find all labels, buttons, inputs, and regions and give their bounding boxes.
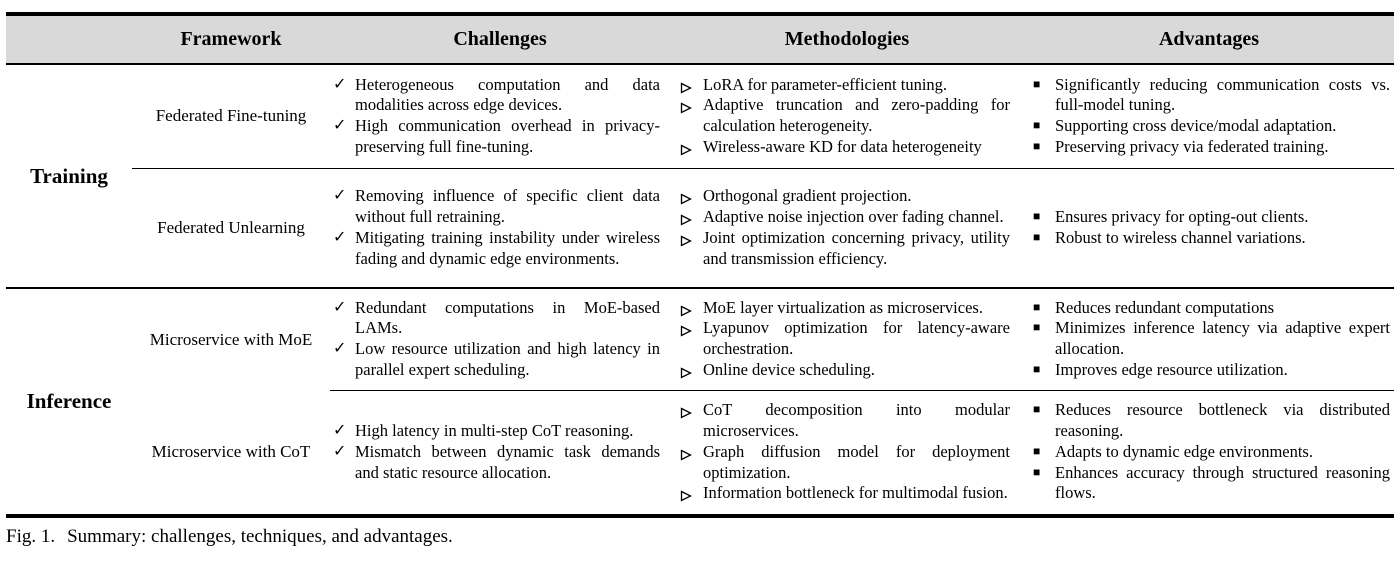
challenge-text: Redundant computations in MoE-based LAMs. — [355, 297, 660, 338]
list-item — [680, 228, 1010, 270]
methodologies-list — [680, 298, 1010, 381]
challenge-text: Removing influence of specific client data without full retraining. — [355, 186, 660, 226]
square-bullet-icon: ■ — [1033, 464, 1041, 479]
methodology-text: LoRA for parameter-efficient tuning. — [703, 74, 948, 94]
table-row — [6, 390, 1394, 516]
list-item — [680, 318, 1010, 360]
arrowhead-icon — [680, 141, 692, 162]
challenge-text: High communication overhead in privacy-preserving full fine-tuning. — [355, 116, 660, 157]
header-challenges: Challenges — [330, 14, 670, 64]
list-item — [680, 75, 1010, 96]
advantage-text: Minimizes inference latency via adaptive expert allocation. — [1055, 318, 1390, 359]
square-bullet-icon: ■ — [1033, 208, 1041, 223]
check-icon: ✓ — [333, 75, 347, 93]
header-row — [6, 14, 1394, 64]
square-bullet-icon: ■ — [1033, 139, 1041, 154]
list-item — [1032, 116, 1390, 137]
methodology-text: Adaptive truncation and zero-padding for calculation heterogeneity. — [703, 95, 1010, 136]
challenges-list — [332, 298, 660, 381]
list-item — [1032, 298, 1390, 319]
check-icon: ✓ — [333, 340, 347, 358]
challenge-text: Low resource utilization and high latency in parallel expert scheduling. — [355, 339, 660, 380]
figure-caption-text: Summary: challenges, techniques, and advantages. — [67, 526, 453, 547]
check-icon: ✓ — [333, 187, 347, 205]
check-icon: ✓ — [333, 228, 347, 246]
advantages-cell — [1024, 288, 1394, 390]
advantage-text: Significantly reducing communication costs vs. full-model tuning. — [1055, 74, 1390, 115]
challenges-cell — [330, 390, 670, 516]
challenge-text: High latency in multi-step CoT reasoning. — [355, 421, 634, 441]
advantages-list — [1032, 298, 1390, 381]
list-item — [680, 95, 1010, 137]
advantages-cell — [1024, 390, 1394, 516]
methodology-text: Adaptive noise injection over fading channel. — [703, 206, 1004, 226]
list-item — [680, 137, 1010, 158]
square-bullet-icon: ■ — [1033, 118, 1041, 133]
methodologies-cell — [670, 288, 1024, 390]
framework-cell: Microservice with MoE — [132, 288, 330, 390]
figure-caption — [6, 526, 1394, 548]
square-bullet-icon: ■ — [1033, 443, 1041, 458]
list-item — [332, 339, 660, 381]
methodology-text: Joint optimization concerning privacy, utility and transmission efficiency. — [703, 227, 1010, 268]
framework-cell: Federated Fine-tuning — [155, 106, 307, 126]
advantage-text: Enhances accuracy through structured reasoning flows. — [1055, 462, 1390, 503]
list-item — [332, 298, 660, 340]
list-item — [680, 360, 1010, 381]
list-item — [680, 400, 1010, 442]
square-bullet-icon: ■ — [1033, 362, 1041, 377]
header-methodologies: Methodologies — [670, 14, 1024, 64]
arrowhead-icon — [680, 322, 692, 343]
arrowhead-icon — [680, 446, 692, 467]
methodology-text: Online device scheduling. — [703, 360, 875, 380]
challenges-list — [332, 186, 660, 269]
header-advantages: Advantages — [1024, 14, 1394, 64]
section-label-training: Training — [30, 163, 108, 188]
methodology-text: Wireless-aware KD for data heterogeneity — [703, 137, 982, 157]
list-item — [1032, 228, 1390, 249]
methodologies-list — [680, 75, 1010, 158]
advantage-text: Supporting cross device/modal adaptation. — [1055, 116, 1337, 136]
methodology-text: MoE layer virtualization as microservices. — [703, 297, 983, 317]
advantage-text: Improves edge resource utilization. — [1055, 360, 1288, 380]
section-label-inference: Inference — [6, 288, 132, 516]
framework-cell: Federated Unlearning — [132, 168, 330, 288]
methodology-text: Lyapunov optimization for latency-aware orchestration. — [703, 318, 1010, 359]
check-icon: ✓ — [333, 117, 347, 135]
arrowhead-icon — [680, 232, 692, 253]
framework-cell: Microservice with CoT — [151, 442, 311, 461]
challenges-cell — [330, 64, 670, 168]
table-row — [6, 288, 1394, 390]
header-framework: Framework — [132, 14, 330, 64]
arrowhead-icon — [680, 487, 692, 508]
list-item — [332, 116, 660, 158]
advantage-text: Preserving privacy via federated training. — [1055, 137, 1329, 157]
summary-table — [6, 12, 1394, 518]
check-icon: ✓ — [333, 442, 347, 460]
list-item — [332, 228, 660, 270]
advantages-list — [1032, 400, 1390, 504]
advantage-text: Adapts to dynamic edge environments. — [1055, 441, 1313, 461]
check-icon: ✓ — [333, 298, 347, 316]
methodologies-list — [680, 400, 1010, 504]
advantages-cell — [1024, 64, 1394, 168]
advantage-text: Reduces redundant computations — [1055, 297, 1275, 317]
list-item — [332, 186, 660, 228]
table-row — [6, 168, 1394, 288]
challenge-text: Mismatch between dynamic task demands and static resource allocation. — [355, 441, 660, 482]
arrowhead-icon — [680, 404, 692, 425]
advantages-list — [1032, 207, 1390, 249]
methodologies-list — [680, 186, 1010, 269]
square-bullet-icon: ■ — [1033, 320, 1041, 335]
methodology-text: Information bottleneck for multimodal fusion. — [703, 483, 1008, 503]
header-empty — [6, 14, 132, 64]
list-item — [680, 298, 1010, 319]
challenge-text: Mitigating training instability under wireless fading and dynamic edge environments. — [355, 227, 660, 268]
methodology-text: Orthogonal gradient projection. — [703, 186, 912, 206]
list-item — [1032, 207, 1390, 228]
challenges-list — [332, 421, 660, 483]
list-item — [332, 421, 660, 442]
advantages-list — [1032, 75, 1390, 158]
challenge-text: Heterogeneous computation and data modalities across edge devices. — [355, 74, 660, 115]
list-item — [1032, 463, 1390, 505]
list-item — [332, 75, 660, 117]
list-item — [680, 483, 1010, 504]
arrowhead-icon — [680, 99, 692, 120]
table-row — [6, 64, 1394, 168]
challenges-cell — [330, 288, 670, 390]
list-item — [1032, 318, 1390, 360]
list-item — [1032, 75, 1390, 117]
list-item — [680, 442, 1010, 484]
square-bullet-icon: ■ — [1033, 402, 1041, 417]
advantage-text: Robust to wireless channel variations. — [1055, 227, 1306, 247]
methodologies-cell — [670, 64, 1024, 168]
methodology-text: Graph diffusion model for deployment optimization. — [703, 441, 1010, 482]
list-item — [1032, 360, 1390, 381]
square-bullet-icon: ■ — [1033, 229, 1041, 244]
square-bullet-icon: ■ — [1033, 76, 1041, 91]
advantage-text: Reduces resource bottleneck via distributed reasoning. — [1055, 400, 1390, 441]
list-item — [680, 186, 1010, 207]
figure-caption-label: Fig. 1. — [6, 526, 56, 547]
arrowhead-icon — [680, 364, 692, 385]
advantage-text: Ensures privacy for opting-out clients. — [1055, 206, 1309, 226]
list-item — [332, 442, 660, 484]
challenges-list — [332, 75, 660, 158]
list-item — [680, 207, 1010, 228]
challenges-cell — [330, 168, 670, 288]
check-icon: ✓ — [333, 422, 347, 440]
methodologies-cell — [670, 390, 1024, 516]
methodology-text: CoT decomposition into modular microservices. — [703, 400, 1010, 441]
list-item — [1032, 400, 1390, 442]
methodologies-cell — [670, 168, 1024, 288]
list-item — [1032, 137, 1390, 158]
square-bullet-icon: ■ — [1033, 299, 1041, 314]
list-item — [1032, 442, 1390, 463]
advantages-cell — [1024, 168, 1394, 288]
